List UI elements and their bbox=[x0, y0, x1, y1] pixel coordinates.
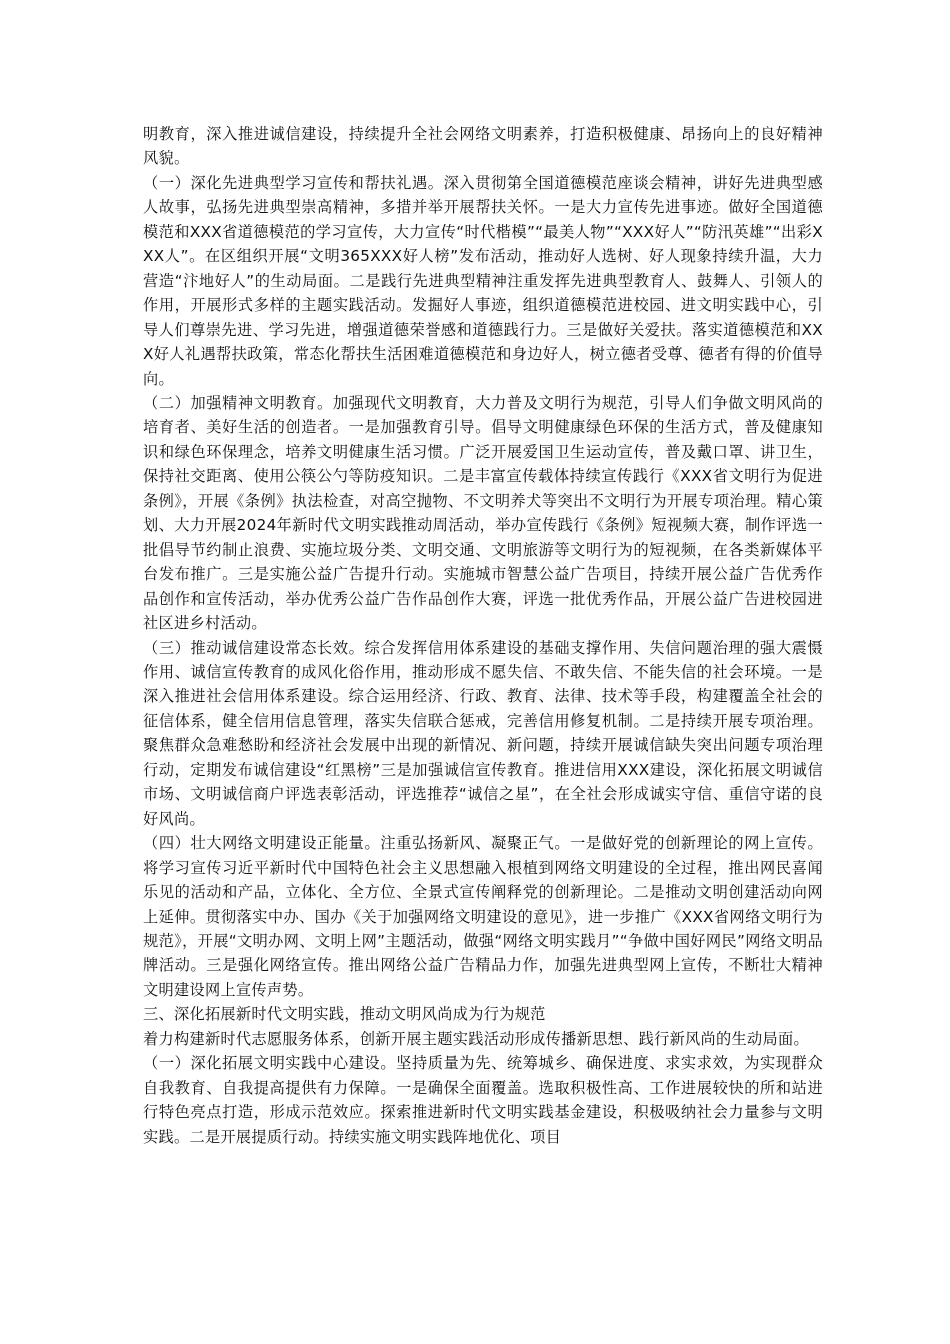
paragraph-section-three-1: （一）深化拓展文明实践中心建设。坚持质量为先、统筹城乡、确保进度、求实求效，为实现群众自我教育、自我提高提供有力保障。一是确保全面覆盖。选取积极性高、工作进展较快的所和站进行特色亮点打造，形成示范效应。探索推进新时代文明实践基金建设，积极吸纳社会力量参与文明实践。二是开展提质行动。持续实施文明实践阵地优化、项目 bbox=[143, 1054, 823, 1146]
paragraph-section-2: （二）加强精神文明教育。加强现代文明教育，大力普及文明行为规范，引导人们争做文明风尚的培育者、美好生活的创造者。一是加强教育引导。倡导文明健康绿色环保的生活方式，普及健康知识和绿色环保理念，培养文明健康生活习惯。广泛开展爱国卫生运动宣传，普及戴口罩、讲卫生，保持社交距离、使用公筷公勺等防疫知识。二是丰富宣传载体持续宣传践行《XXX省文明行为促进条例》，开展《条例》执法检查，对高空抛物、不文明养犬等突出不文明行为开展专项治理。精心策划、大力开展2024年新时代文明实践推动周活动，举办宣传践行《条例》短视频大赛，制作评选一批倡导节约制止浪费、实施垃圾分类、文明交通、文明旅游等文明行为的短视频，在各类新媒体平台发布推广。三是实施公益广告提升行动。实施城市智慧公益广告项目，持续开展公益广告优秀作品创作和宣传活动，举办优秀公益广告作品创作大赛，评选一批优秀作品，开展公益广告进校园进社区进乡村活动。 bbox=[143, 393, 823, 633]
paragraph-section-1: （一）深化先进典型学习宣传和帮扶礼遇。深入贯彻第全国道德模范座谈会精神，讲好先进典型感人故事，弘扬先进典型崇高精神，多措并举开展帮扶关怀。一是大力宣传先进事迹。做好全国道德模范和XXX省道德模范的学习宣传，大力宣传“时代楷模”“最美人物”“XXX好人”“防汛英雄”“出彩XXX人”。在区组织开展“文明365XXX好人榜”发布活动，推动好人选树、好人现象持续升温，大力营造“汴地好人”的生动局面。二是践行先进典型精神注重发挥先进典型教育人、鼓舞人、引领人的作用，开展形式多样的主题实践活动。发掘好人事迹，组织道德模范进校园、进文明实践中心，引导人们尊崇先进、学习先进，增强道德荣誉感和道德践行力。三是做好关爱扶。落实道德模范和XXX好人礼遇帮扶政策，常态化帮扶生活困难道德模范和身边好人，树立德者受尊、德者有得的价值导向。 bbox=[143, 173, 823, 388]
paragraph-section-4: （四）壮大网络文明建设正能量。注重弘扬新风、凝聚正气。一是做好党的创新理论的网上宣传。将学习宣传习近平新时代中国特色社会主义思想融入根植到网络文明建设的全过程，推出网民喜闻乐见的活动和产品，立体化、全方位、全景式宣传阐释党的创新理论。二是推动文明创建活动向网上延伸。贯彻落实中办、国办《关于加强网络文明建设的意见》，进一步推广《XXX省网络文明行为规范》，开展“文明办网、文明上网”主题活动，做强“网络文明实践月”“争做中国好网民”网络文明品牌活动。三是强化网络宣传。推出网络公益广告精品力作，加强先进典型网上宣传，不断壮大精神文明建设网上宣传声势。 bbox=[143, 834, 823, 999]
paragraph-section-3: （三）推动诚信建设常态长效。综合发挥信用体系建设的基础支撑作用、失信问题治理的强大震慑作用、诚信宣传教育的成风化俗作用，推动形成不愿失信、不敢失信、不能失信的社会环境。一是深入推进社会信用体系建设。综合运用经济、行政、教育、法律、技术等手段，构建覆盖全社会的征信体系，健全信用信息管理，落实失信联合惩戒，完善信用修复机制。二是持续开展专项治理。聚焦群众急难愁盼和经济社会发展中出现的新情况、新问题，持续开展诚信缺失突出问题专项治理行动，定期发布诚信建设“红黑榜”三是加强诚信宣传教育。推进信用XXX建设，深化拓展文明诚信市场、文明诚信商户评选表彰活动，评选推荐“诚信之星”，在全社会形成诚实守信、重信守诺的良好风尚。 bbox=[143, 638, 823, 828]
document-body bbox=[143, 122, 823, 1149]
section-heading-three: 三、深化拓展新时代文明实践，推动文明风尚成为行为规范 bbox=[143, 1005, 546, 1024]
paragraph-intro-continuation: 明教育，深入推进诚信建设，持续提升全社会网络文明素养，打造积极健康、昂扬向上的良好精神风貌。 bbox=[143, 125, 823, 168]
paragraph-section-three-intro: 着力构建新时代志愿服务体系，创新开展主题实践活动形成传播新思想、践行新风尚的生动局面。 bbox=[143, 1029, 809, 1048]
